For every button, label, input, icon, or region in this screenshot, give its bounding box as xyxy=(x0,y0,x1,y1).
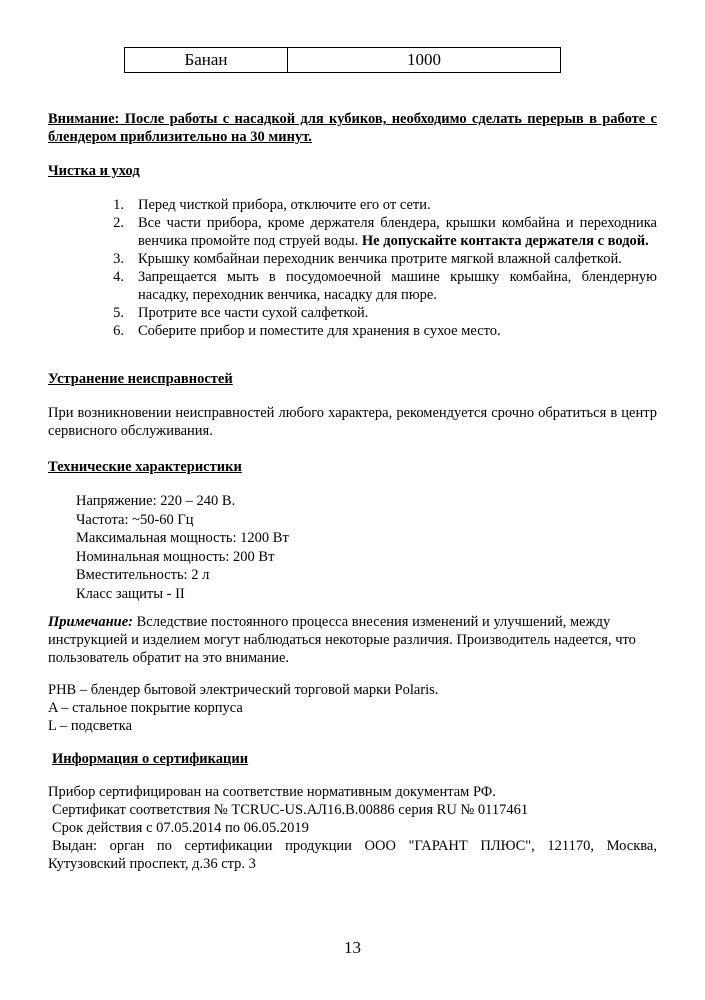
spec-frequency: Частота: ~50-60 Гц xyxy=(76,511,194,528)
list-item-text: Запрещается мыть в посудомоечной машине крышку комбайна, блендерную насадку, переходник венчика, насадку для пюре. xyxy=(138,269,657,303)
certification-line: Прибор сертифицирован на соответствие нормативным документам РФ. xyxy=(48,784,496,800)
table-cell-fruit: Банан xyxy=(125,48,288,73)
spec-rated-power: Номинальная мощность: 200 Вт xyxy=(76,548,275,565)
table-row xyxy=(125,48,561,73)
specs-heading: Технические характеристики xyxy=(48,459,242,475)
certification-block xyxy=(48,783,657,873)
list-item-number: 1. xyxy=(113,197,124,213)
model-legend xyxy=(48,681,438,735)
certification-line: Сертификат соответствия № TCRUC-US.АЛ16.В.00886 серия RU № 0117461 xyxy=(52,802,529,818)
list-item-text: Все части прибора, кроме держателя блендера, крышки комбайна и переходника венчика промойте под струей воды. xyxy=(138,215,657,249)
list-item-number: 3. xyxy=(113,251,124,267)
cleaning-heading: Чистка и уход xyxy=(48,163,140,179)
certification-line: Срок действия с 07.05.2014 по 06.05.2019 xyxy=(52,820,309,836)
note-text: Вследствие постоянного процесса внесения изменений и улучшений, между инструкцией и изделием могут наблюдаться некоторые различия. Производитель надеется, что пользователь обратит на это внимание. xyxy=(48,614,636,666)
warning-paragraph: Внимание: После работы с насадкой для кубиков, необходимо сделать перерыв в работе с блендером приблизительно на 30 минут. xyxy=(48,111,657,145)
note-paragraph xyxy=(48,613,657,667)
list-item-text: Протрите все части сухой салфеткой. xyxy=(138,305,369,321)
cleaning-list xyxy=(104,196,657,340)
list-item-text: Соберите прибор и поместите для хранения в сухое место. xyxy=(138,323,501,339)
certification-heading: Информация о сертификации xyxy=(52,751,249,767)
model-line: PHB – блендер бытовой электрический торговой марки Polaris. xyxy=(48,682,439,698)
list-item-number: 5. xyxy=(113,305,124,321)
model-line: A – стальное покрытие корпуса xyxy=(48,700,243,716)
table-cell-value: 1000 xyxy=(288,48,561,73)
list-item-text: Перед чисткой прибора, отключите его от сети. xyxy=(138,197,431,213)
troubleshooting-heading: Устранение неисправностей xyxy=(48,371,233,387)
list-item xyxy=(104,250,657,268)
spec-protection-class: Класс защиты - II xyxy=(76,585,185,602)
list-item-bold-text: Не допускайте контакта держателя с водой. xyxy=(361,233,649,249)
specs-list xyxy=(76,492,289,603)
results-table xyxy=(124,47,561,73)
list-item-number: 2. xyxy=(113,215,124,231)
list-item-number: 4. xyxy=(113,269,124,285)
list-item-number: 6. xyxy=(113,323,124,339)
spec-voltage: Напряжение: 220 – 240 В. xyxy=(76,493,236,509)
list-item xyxy=(104,268,657,304)
spec-max-power: Максимальная мощность: 1200 Вт xyxy=(76,530,289,546)
list-item xyxy=(104,304,657,322)
list-item-text: Крышку комбайнаи переходник венчика протрите мягкой влажной салфеткой. xyxy=(138,251,622,267)
note-label: Примечание: xyxy=(48,614,134,630)
page-number: 13 xyxy=(344,938,361,957)
list-item xyxy=(104,322,657,340)
model-line: L – подсветка xyxy=(48,718,133,734)
list-item xyxy=(104,214,657,250)
spec-capacity: Вместительность: 2 л xyxy=(76,567,210,583)
troubleshooting-text: При возникновении неисправностей любого характера, рекомендуется срочно обратиться в центр сервисного обслуживания. xyxy=(48,405,657,439)
certification-line: Выдан: орган по сертификации продукции ООО "ГАРАНТ ПЛЮС", 121170, Москва, Кутузовский проспект, д.36 стр. 3 xyxy=(48,838,657,872)
list-item xyxy=(104,196,657,214)
